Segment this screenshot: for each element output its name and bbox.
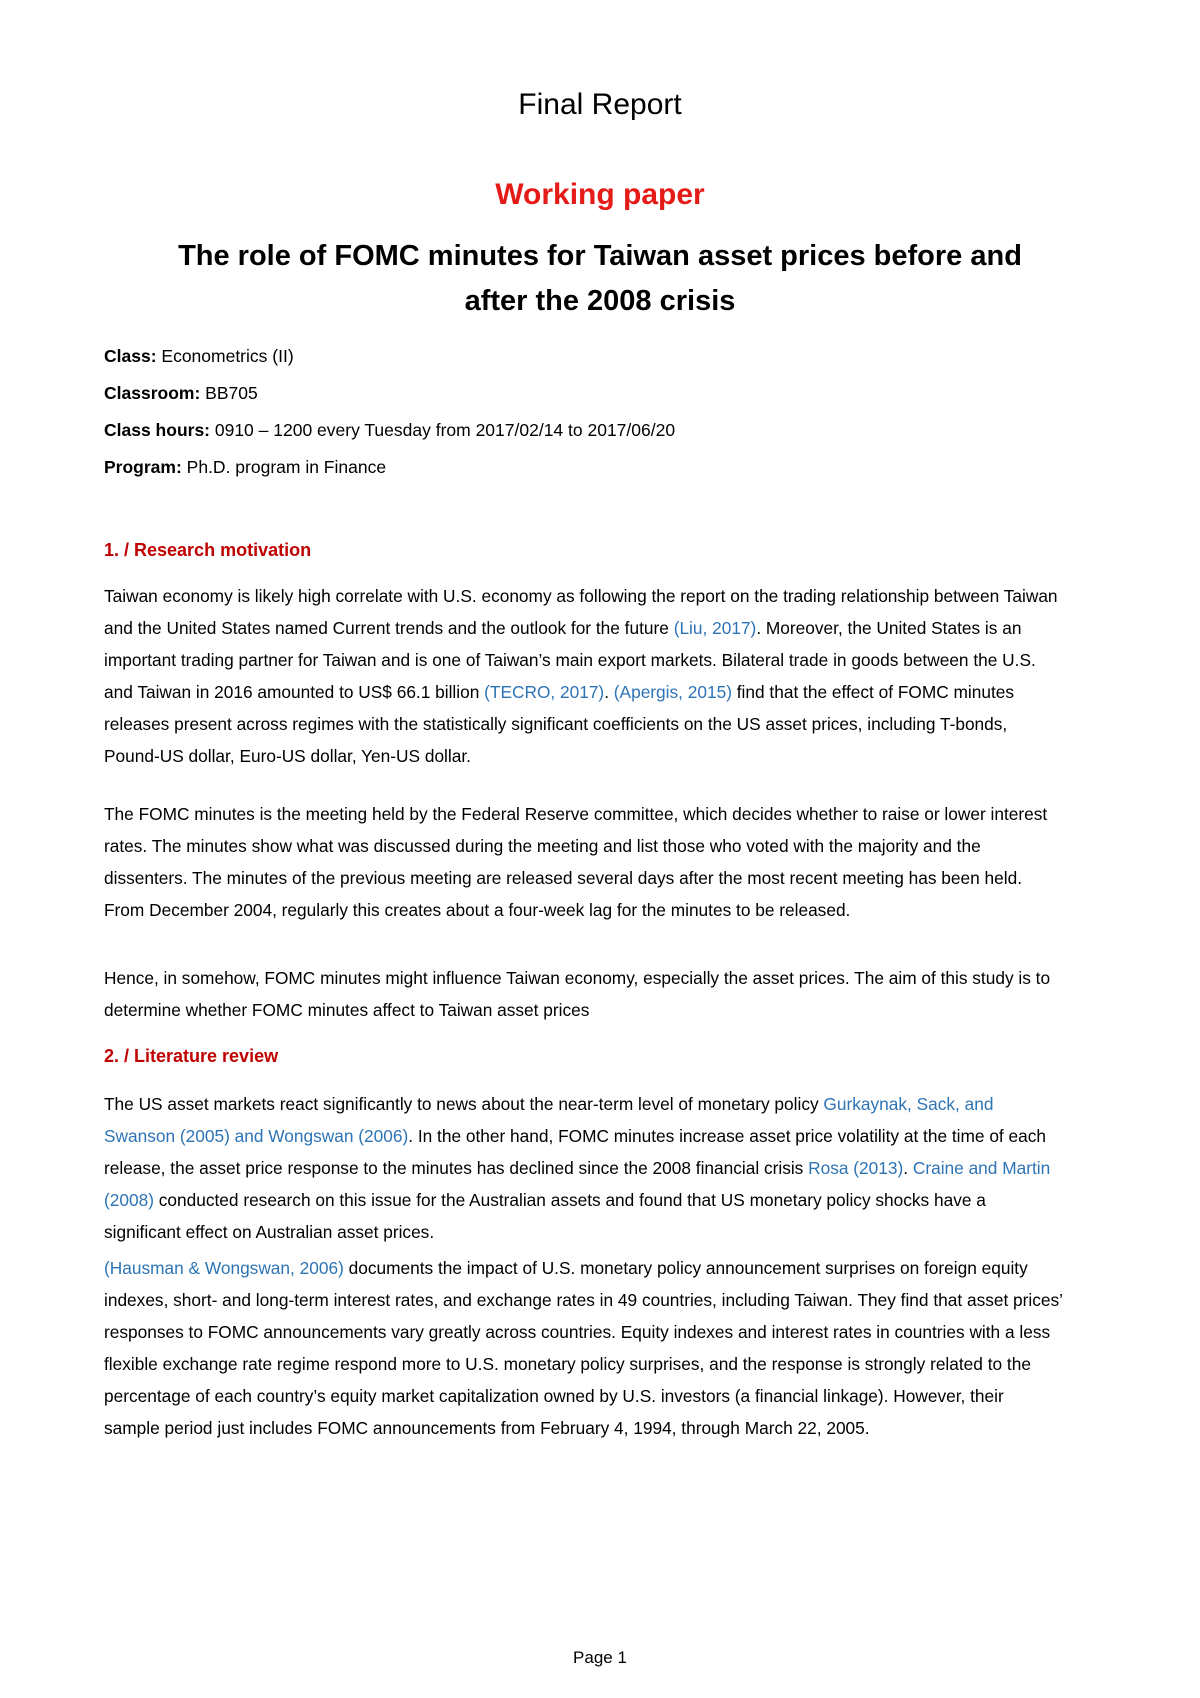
paper-title: [0, 234, 1200, 324]
paragraph-literature-2: [104, 1252, 1064, 1444]
class-label: Class:: [104, 346, 157, 366]
paragraph-text: .: [604, 682, 614, 702]
citation-link[interactable]: (Apergis, 2015): [613, 682, 732, 702]
class-info: [104, 346, 294, 367]
page-number: Page 1: [573, 1648, 627, 1667]
paragraph-motivation-2: The FOMC minutes is the meeting held by the Federal Reserve committee, which decides whether to raise or lower interest rates. The minutes show what was discussed during the meeting and list those who voted with the majority and the dissenters. The minutes of the previous meeting are released several days after the most recent meeting has been held. From December 2004, regularly this creates about a four-week lag for the minutes to be released.: [104, 804, 1048, 920]
paragraph-text: The US asset markets react significantly to news about the near-term level of monetary policy: [104, 1094, 824, 1114]
paragraph-text: documents the impact of U.S. monetary policy announcement surprises on foreign equity indexes, short- and long-term interest rates, and exchange rates in 49 countries, including Taiwan. They find that asset prices’ responses to FOMC announcements vary greatly across countries. Equity indexes and interest rates in countries with a less flexible exchange rate regime respond more to U.S. monetary policy surprises, and the response is strongly related to the percentage of each country’s equity market capitalization owned by U.S. investors (a financial linkage). However, their sample period just includes FOMC announcements from February 4, 1994, through March 22, 2005.: [104, 1258, 1063, 1438]
paper-title-line2: after the 2008 crisis: [464, 285, 736, 317]
program-label: Program:: [104, 457, 182, 477]
classroom-info: [104, 383, 258, 404]
class-hours-info: [104, 420, 675, 441]
citation-link[interactable]: (Hausman & Wongswan, 2006): [104, 1258, 344, 1278]
program-info: [104, 457, 386, 478]
class-value: Econometrics (II): [156, 346, 294, 366]
citation-link[interactable]: (Liu, 2017): [673, 618, 757, 638]
classroom-value: BB705: [200, 383, 258, 403]
citation-link[interactable]: Rosa (2013): [808, 1158, 904, 1178]
citation-link[interactable]: Craine and Martin (2008): [104, 1158, 1051, 1210]
citation-link[interactable]: (TECRO, 2017): [484, 682, 605, 702]
paragraph-text: Taiwan economy is likely high correlate with U.S. economy as following the report on the trading relationship between Taiwan and the United States named Current trends and the outlook for the future: [104, 586, 1058, 638]
paragraph-text: . Moreover, the United States is an important trading partner for Taiwan and is one of Taiwan’s main export markets. Bilateral trade in goods between the U.S. and Taiwan in 2016 amounted to US$ 66.1 billion: [104, 618, 1036, 702]
paragraph-text: .: [903, 1158, 913, 1178]
report-title: Final Report: [518, 88, 682, 121]
working-paper-label: Working paper: [495, 178, 705, 211]
class-hours-label: Class hours:: [104, 420, 210, 440]
paragraph-text: conducted research on this issue for the Australian assets and found that US monetary policy shocks have a significant effect on Australian asset prices.: [104, 1190, 986, 1242]
classroom-label: Classroom:: [104, 383, 201, 403]
paper-title-line1: The role of FOMC minutes for Taiwan asset prices before and: [178, 240, 1022, 272]
program-value: Ph.D. program in Finance: [181, 457, 387, 477]
class-hours-value: 0910 – 1200 every Tuesday from 2017/02/14 to 2017/06/20: [210, 420, 676, 440]
section-heading-literature-review: 2. / Literature review: [104, 1046, 279, 1066]
citation-link[interactable]: Gurkaynak, Sack, and Swanson (2005) and Wongswan (2006): [104, 1094, 994, 1146]
paragraph-motivation-3: Hence, in somehow, FOMC minutes might influence Taiwan economy, especially the asset prices. The aim of this study is to determine whether FOMC minutes affect to Taiwan asset prices: [104, 968, 1051, 1020]
paragraph-text: find that the effect of FOMC minutes releases present across regimes with the statistically significant coefficients on the US asset prices, including T-bonds, Pound-US dollar, Euro-US dollar, Yen-US dollar.: [104, 682, 1015, 766]
paragraph-text: . In the other hand, FOMC minutes increase asset price volatility at the time of each release, the asset price response to the minutes has declined since the 2008 financial crisis: [104, 1126, 1047, 1178]
section-heading-research-motivation: 1. / Research motivation: [104, 540, 312, 560]
paragraph-motivation-1: [104, 580, 1064, 772]
paragraph-literature-1: [104, 1088, 1064, 1248]
